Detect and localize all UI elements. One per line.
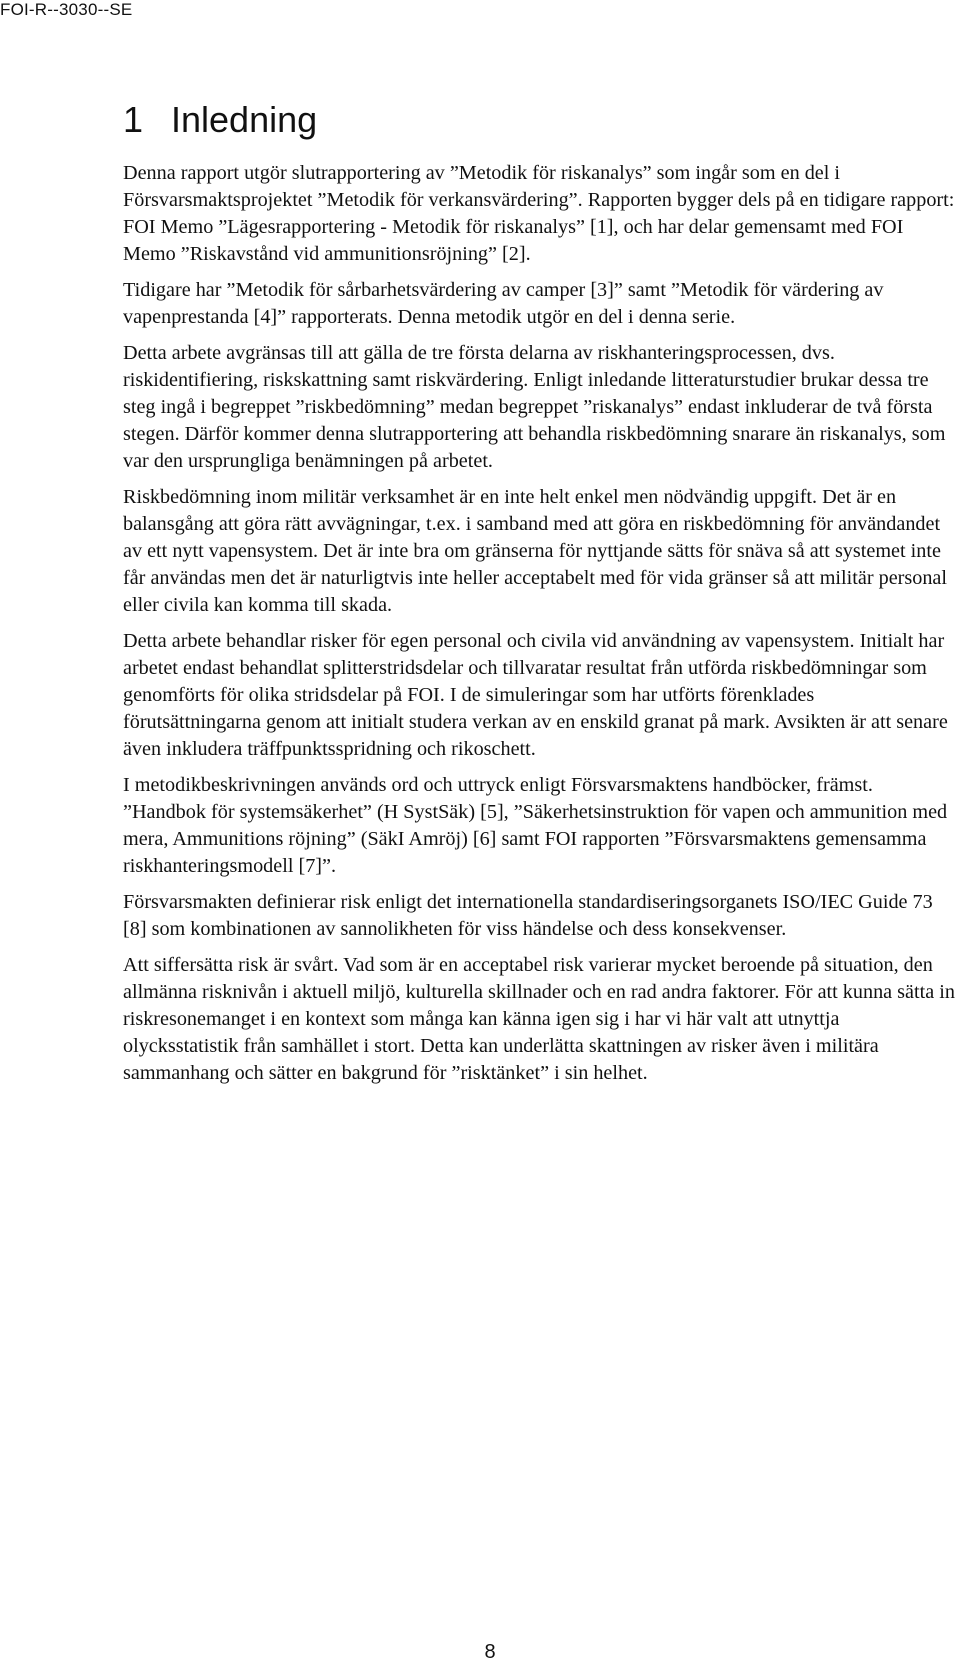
paragraph: Denna rapport utgör slutrapportering av ”Metodik för riskanalys” som ingår som en del i Försvarsmaktsprojektet ”Metodik för verkansvärdering”. Rapporten bygger dels på en tidigare rapport: FOI Memo ”Lägesrapportering - Metodik för riskanalys” [1], och har delar gemensamt med FOI Memo ”Riskavstånd vid ammunitionsröjning” [2]. [123,162,955,265]
body-text [123,160,957,1096]
page-number: 8 [484,1641,496,1663]
paragraph: I metodikbeskrivningen används ord och uttryck enligt Försvarsmaktens handböcker, främst. ”Handbok för systemsäkerhet” (H SystSäk) [5], ”Säkerhetsinstruktion för vapen och ammunition med mera, Ammunitions röjning” (SäkI Amröj) [6] samt FOI rapporten ”Försvarsmaktens gemensamma riskhanteringsmodell [7]”. [123,774,948,877]
paragraph: Att siffersätta risk är svårt. Vad som är en acceptabel risk varierar mycket beroende på situation, den allmänna risknivån i aktuell miljö, kulturella skillnader och en rad andra faktorer. För att kunna sätta in riskresonemanget i en kontext som många kan känna igen sig i har vi här valt att utnyttja olycksstatistik från samhället i stort. Detta kan underlätta skattningen av risker även i militära sammanhang och sätter en bakgrund för ”risktänket” i sin helhet. [123,954,955,1084]
paragraph: Detta arbete avgränsas till att gälla de tre första delarna av riskhanteringsprocessen, dvs. riskidentifiering, riskskattning samt riskvärdering. Enligt inledande litteraturstudier brukar dessa tre steg ingå i begreppet ”riskbedömning” medan begreppet ”riskanalys” endast inkluderar de två första stegen. Därför kommer denna slutrapportering att behandla riskbedömning snarare än riskanalys, som var den ursprungliga benämningen på arbetet. [123,342,946,472]
section-title: Inledning [171,99,318,140]
section-number: 1 [123,99,144,140]
section-heading [123,98,317,142]
running-header [0,0,132,20]
report-id: FOI-R--3030--SE [0,0,133,19]
paragraph: Riskbedömning inom militär verksamhet är en inte helt enkel men nödvändig uppgift. Det är en balansgång att göra rätt avvägningar, t.ex. i samband med att göra en riskbedömning för användandet av ett nytt vapensystem. Det är inte bra om gränserna för nyttjande sätts för snäva så att systemet inte får användas men det är naturligtvis inte heller acceptabelt med för vida gränser så att militär personal eller civila kan komma till skada. [123,486,947,616]
paragraph: Detta arbete behandlar risker för egen personal och civila vid användning av vapensystem. Initialt har arbetet endast behandlat splitterstridsdelar och tillvaratar resultat från utförda riskbedömningar som genomförts för olika stridsdelar på FOI. I de simuleringar som har utförts förenklades förutsättningarna genom att initialt studera verkan av en enskild granat på mark. Avsikten är att senare även inkludera träffpunktsspridning och rikoschett. [123,630,948,760]
paragraph: Försvarsmakten definierar risk enligt det internationella standardiseringsorganets ISO/IEC Guide 73 [8] som kombinationen av sannolikheten för viss händelse och dess konsekvenser. [123,891,933,940]
paragraph: Tidigare har ”Metodik för sårbarhetsvärdering av camper [3]” samt ”Metodik för värdering av vapenprestanda [4]” rapporterats. Denna metodik utgör en del i denna serie. [123,279,884,328]
